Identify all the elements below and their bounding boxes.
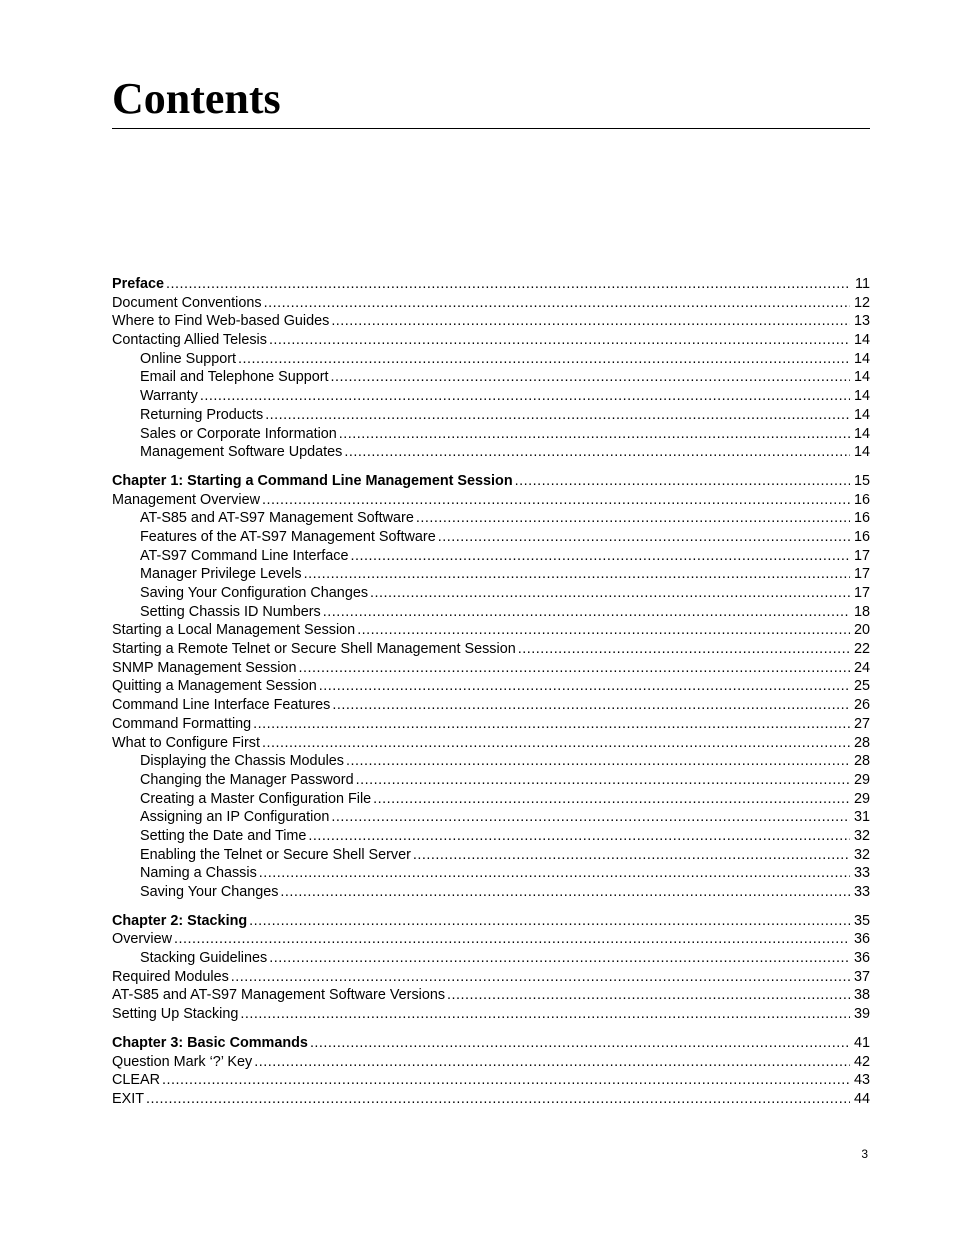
toc-entry-page: 14 <box>853 388 870 405</box>
toc-entry-title: Displaying the Chassis Modules <box>140 753 344 770</box>
toc-entry[interactable] <box>112 734 870 753</box>
dot-leader <box>304 565 850 584</box>
dot-leader <box>299 659 850 678</box>
dot-leader <box>332 696 850 715</box>
toc-chapter-entry[interactable] <box>112 275 870 294</box>
dot-leader <box>238 350 850 369</box>
toc-entry-title: Creating a Master Configuration File <box>140 790 372 807</box>
toc-entry-page: 26 <box>853 697 870 714</box>
dot-leader <box>240 1005 850 1024</box>
toc-entry[interactable] <box>112 696 870 715</box>
toc-entry-page: 33 <box>853 865 870 882</box>
toc-entry[interactable] <box>112 294 870 313</box>
toc-entry-page: 22 <box>853 641 870 658</box>
dot-leader <box>357 621 850 640</box>
dot-leader <box>249 912 850 931</box>
dot-leader <box>262 491 850 510</box>
toc-entry[interactable] <box>112 621 870 640</box>
toc-entry[interactable] <box>112 1005 870 1024</box>
dot-leader <box>339 425 850 444</box>
title-divider <box>112 128 870 129</box>
toc-entry-title: Starting a Local Management Session <box>112 622 356 639</box>
toc-entry-title: Returning Products <box>140 406 264 423</box>
toc-chapter-entry[interactable] <box>112 912 870 931</box>
dot-leader <box>370 584 850 603</box>
dot-leader <box>351 547 850 566</box>
toc-entry-title: Where to Find Web-based Guides <box>112 313 330 330</box>
toc-entry-title: Question Mark ‘?’ Key <box>112 1053 253 1070</box>
toc-chapter-entry[interactable] <box>112 1034 870 1053</box>
toc-entry[interactable] <box>112 1053 870 1072</box>
dot-leader <box>344 443 850 462</box>
toc-entry-title: Management Software Updates <box>140 444 343 461</box>
toc-entry-page: 31 <box>853 809 870 826</box>
dot-leader <box>264 294 850 313</box>
toc-entry-title: Email and Telephone Support <box>140 369 329 386</box>
toc-entry-page: 32 <box>853 827 870 844</box>
dot-leader <box>346 752 850 771</box>
toc-entry[interactable] <box>112 968 870 987</box>
toc-section <box>112 275 870 462</box>
toc-entry-title: Chapter 3: Basic Commands <box>112 1034 308 1051</box>
toc-entry-title: CLEAR <box>112 1072 160 1089</box>
toc-entry-page: 18 <box>853 603 870 620</box>
toc-entry-title: Chapter 1: Starting a Command Line Management Session <box>112 472 513 489</box>
toc-entry[interactable] <box>112 425 870 444</box>
toc-entry[interactable] <box>112 491 870 510</box>
toc-entry[interactable] <box>112 771 870 790</box>
toc-entry-title: AT-S97 Command Line Interface <box>140 547 349 564</box>
toc-entry[interactable] <box>112 808 870 827</box>
dot-leader <box>331 808 850 827</box>
toc-entry-title: Features of the AT-S97 Management Software <box>140 528 436 545</box>
dot-leader <box>269 949 850 968</box>
toc-entry-title: Enabling the Telnet or Secure Shell Server <box>140 846 411 863</box>
toc-entry[interactable] <box>112 790 870 809</box>
dot-leader <box>308 827 850 846</box>
dot-leader <box>280 883 850 902</box>
dot-leader <box>319 677 850 696</box>
toc-entry-title: Warranty <box>140 388 198 405</box>
toc-section <box>112 472 870 902</box>
toc-entry-title: What to Configure First <box>112 734 260 751</box>
toc-entry[interactable] <box>112 864 870 883</box>
toc-entry[interactable] <box>112 1090 870 1109</box>
toc-entry-title: Document Conventions <box>112 294 262 311</box>
toc-entry-title: Setting the Date and Time <box>140 827 307 844</box>
toc-entry[interactable] <box>112 312 870 331</box>
toc-entry-title: Saving Your Configuration Changes <box>140 585 369 601</box>
toc-entry[interactable] <box>112 603 870 622</box>
dot-leader <box>356 771 850 790</box>
toc-entry-page: 37 <box>853 968 870 985</box>
toc-entry[interactable] <box>112 547 870 566</box>
toc-entry-page: 20 <box>853 622 870 639</box>
dot-leader <box>323 603 850 622</box>
toc-entry-title: Assigning an IP Configuration <box>140 809 330 826</box>
toc-entry-page: 29 <box>853 790 870 807</box>
toc-section <box>112 912 870 1024</box>
dot-leader <box>200 387 850 406</box>
toc-entry-page: 42 <box>853 1053 870 1070</box>
toc-entry-page: 36 <box>853 931 870 948</box>
toc-entry[interactable] <box>112 846 870 865</box>
page-number: 3 <box>861 1147 868 1161</box>
toc-entry[interactable] <box>112 827 870 846</box>
table-of-contents <box>112 275 870 1119</box>
toc-chapter-entry[interactable] <box>112 472 870 491</box>
dot-leader <box>254 1053 850 1072</box>
dot-leader <box>310 1034 850 1053</box>
toc-entry-page: 44 <box>853 1090 870 1107</box>
toc-entry-title: AT-S85 and AT-S97 Management Software <box>140 510 414 527</box>
toc-entry[interactable] <box>112 659 870 678</box>
toc-entry-title: Stacking Guidelines <box>140 950 268 967</box>
toc-entry[interactable] <box>112 752 870 771</box>
dot-leader <box>269 331 850 350</box>
toc-entry-title: Starting a Remote Telnet or Secure Shell Management Session <box>112 641 516 658</box>
toc-entry[interactable] <box>112 949 870 968</box>
toc-entry-page: 14 <box>853 369 870 386</box>
toc-entry-page: 29 <box>853 771 870 788</box>
toc-entry-page: 27 <box>853 715 870 732</box>
toc-entry[interactable] <box>112 509 870 528</box>
toc-entry[interactable] <box>112 528 870 547</box>
toc-entry-title: Command Line Interface Features <box>112 697 331 714</box>
toc-entry-title: Manager Privilege Levels <box>140 566 302 583</box>
dot-leader <box>518 640 850 659</box>
toc-entry-page: 38 <box>853 987 870 1004</box>
toc-entry-page: 16 <box>853 491 870 508</box>
toc-entry-page: 14 <box>853 444 870 461</box>
toc-entry-page: 14 <box>853 350 870 367</box>
dot-leader <box>162 1071 850 1090</box>
toc-entry[interactable] <box>112 584 870 603</box>
dot-leader <box>438 528 850 547</box>
toc-entry-title: Naming a Chassis <box>140 865 257 882</box>
toc-entry-title: Preface <box>112 276 165 292</box>
toc-entry-page: 33 <box>853 884 870 900</box>
toc-entry-page: 16 <box>853 528 870 545</box>
toc-entry-page: 28 <box>853 734 870 751</box>
toc-entry[interactable] <box>112 350 870 369</box>
toc-entry-title: Quitting a Management Session <box>112 678 317 695</box>
dot-leader <box>253 715 850 734</box>
toc-entry-page: 24 <box>853 659 870 676</box>
page-title: Contents <box>112 74 281 123</box>
toc-entry[interactable] <box>112 715 870 734</box>
toc-entry-page: 15 <box>853 472 870 489</box>
toc-entry-page: 14 <box>853 332 870 349</box>
dot-leader <box>146 1090 850 1109</box>
toc-entry-title: Setting Up Stacking <box>112 1006 239 1023</box>
toc-entry-page: 36 <box>853 950 870 967</box>
toc-entry-title: Command Formatting <box>112 715 252 732</box>
toc-entry-page: 12 <box>853 294 870 311</box>
toc-entry[interactable] <box>112 387 870 406</box>
dot-leader <box>265 406 850 425</box>
toc-entry-title: Saving Your Changes <box>140 884 279 900</box>
toc-entry-title: Changing the Manager Password <box>140 771 354 788</box>
toc-entry[interactable] <box>112 677 870 696</box>
toc-entry[interactable] <box>112 986 870 1005</box>
dot-leader <box>259 864 850 883</box>
toc-entry-page: 25 <box>853 678 870 695</box>
toc-entry-page: 14 <box>853 425 870 442</box>
toc-entry-page: 17 <box>853 585 870 601</box>
toc-entry[interactable] <box>112 331 870 350</box>
toc-section <box>112 1034 870 1109</box>
dot-leader <box>174 930 850 949</box>
toc-entry-page: 16 <box>853 510 870 527</box>
toc-entry[interactable] <box>112 565 870 584</box>
toc-entry[interactable] <box>112 640 870 659</box>
toc-entry-page: 32 <box>853 846 870 863</box>
toc-entry-title: Chapter 2: Stacking <box>112 912 248 929</box>
toc-entry-title: Contacting Allied Telesis <box>112 332 267 349</box>
toc-entry-title: Setting Chassis ID Numbers <box>140 603 321 620</box>
dot-leader <box>373 790 850 809</box>
dot-leader <box>413 846 850 865</box>
toc-entry-title: Sales or Corporate Information <box>140 425 337 442</box>
toc-entry[interactable] <box>112 1071 870 1090</box>
toc-entry-page: 28 <box>853 753 870 770</box>
toc-entry-title: Overview <box>112 931 172 948</box>
dot-leader <box>447 986 850 1005</box>
toc-entry-title: EXIT <box>112 1090 144 1107</box>
dot-leader <box>262 734 850 753</box>
toc-entry-title: Online Support <box>140 350 236 367</box>
dot-leader <box>166 275 850 294</box>
toc-entry[interactable] <box>112 406 870 425</box>
toc-entry-page: 17 <box>853 566 870 583</box>
toc-entry-page: 41 <box>853 1034 870 1051</box>
toc-entry-title: Management Overview <box>112 491 260 508</box>
toc-entry-page: 17 <box>853 547 870 564</box>
toc-entry-page: 43 <box>853 1072 870 1089</box>
toc-entry-title: Required Modules <box>112 968 229 985</box>
dot-leader <box>331 312 850 331</box>
toc-entry-page: 39 <box>853 1006 870 1023</box>
dot-leader <box>416 509 850 528</box>
toc-entry[interactable] <box>112 443 870 462</box>
toc-entry-title: AT-S85 and AT-S97 Management Software Versions <box>112 987 446 1004</box>
toc-entry-title: SNMP Management Session <box>112 659 297 676</box>
toc-entry-page: 14 <box>853 406 870 423</box>
toc-entry-page: 13 <box>853 313 870 330</box>
toc-entry[interactable] <box>112 368 870 387</box>
dot-leader <box>515 472 850 491</box>
dot-leader <box>231 968 850 987</box>
toc-entry-page: 35 <box>853 912 870 929</box>
toc-entry[interactable] <box>112 930 870 949</box>
toc-entry[interactable] <box>112 883 870 902</box>
toc-entry-page: 11 <box>855 276 870 292</box>
dot-leader <box>331 368 850 387</box>
